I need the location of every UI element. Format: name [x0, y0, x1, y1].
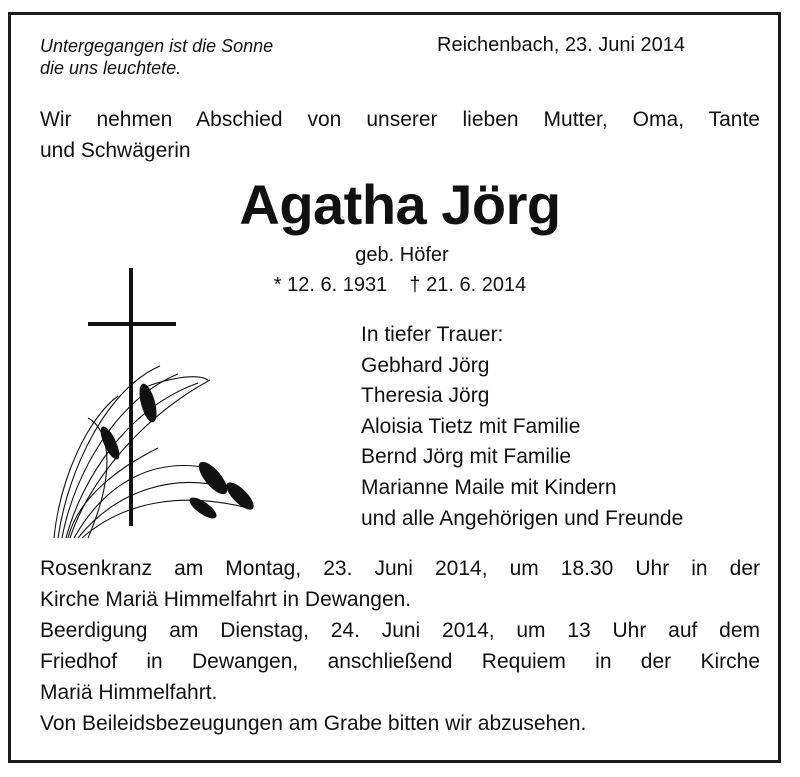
cross-wheat-illustration — [48, 268, 268, 543]
mourners-heading: In tiefer Trauer: — [361, 323, 504, 346]
service-details — [40, 553, 760, 739]
detail-line: Beerdigung am Dienstag, 24. Juni 2014, um 13 Uhr auf dem — [40, 619, 760, 642]
detail-line: Friedhof in Dewangen, anschließend Requiem in der Kirche — [40, 650, 760, 673]
motto-line-1: Untergegangen ist die Sonne — [40, 36, 274, 56]
motto — [40, 35, 273, 79]
cross-icon — [88, 268, 176, 526]
deceased-name: Agatha Jörg — [239, 173, 561, 236]
intro-line-2: und Schwägerin — [40, 139, 191, 162]
mourner-name: Theresia Jörg — [361, 384, 490, 408]
mourner-name: Aloisia Tietz mit Familie — [361, 414, 581, 438]
mourner-name: und alle Angehörigen und Freunde — [361, 506, 684, 530]
place-date: Reichenbach, 23. Juni 2014 — [437, 34, 685, 56]
intro-line-1: Wir nehmen Abschied von unserer lieben Mutter, Oma, Tante — [40, 108, 760, 131]
mourner-name: Gebhard Jörg — [361, 353, 490, 377]
mourner-name: Marianne Maile mit Kindern — [361, 475, 617, 499]
birth-name: geb. Höfer — [355, 244, 449, 266]
detail-line: Von Beileidsbezeugungen am Grabe bitten wir abzusehen. — [40, 712, 587, 735]
mourners-list — [361, 320, 683, 534]
motto-line-2: die uns leuchtete. — [40, 58, 182, 78]
life-dates: * 12. 6. 1931 † 21. 6. 2014 — [273, 274, 527, 296]
detail-line: Mariä Himmelfahrt. — [40, 681, 218, 704]
detail-line: Rosenkranz am Montag, 23. Juni 2014, um 18.30 Uhr in der — [40, 557, 760, 580]
detail-line: Kirche Mariä Himmelfahrt in Dewangen. — [40, 588, 412, 611]
intro-text — [40, 104, 760, 166]
mourner-name: Bernd Jörg mit Familie — [361, 445, 572, 469]
